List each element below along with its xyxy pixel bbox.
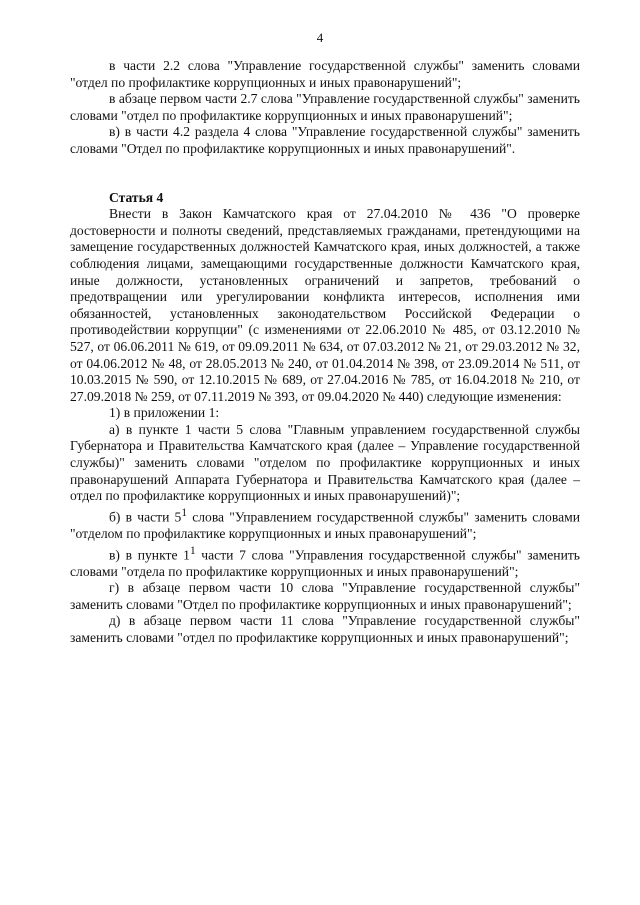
superscript: 1 xyxy=(189,544,196,557)
list-item: г) в абзаце первом части 10 слова "Управление государственной службы" заменить словами "Отдел по профилактике коррупционных и иных правонарушений"; xyxy=(70,580,580,612)
list-item xyxy=(70,543,580,581)
page-number: 4 xyxy=(316,30,324,45)
paragraph: в абзаце первом части 2.7 слова "Управление государственной службы" заменить словами "отдел по профилактике коррупционных и иных правонарушений"; xyxy=(70,91,580,123)
article-heading: Статья 4 xyxy=(109,189,164,205)
list-item xyxy=(70,505,580,543)
spacer xyxy=(70,158,580,174)
text-fragment: слова "Управлением государственной службы" заменить словами "отделом по профилактике коррупционных и иных правонарушений"; xyxy=(70,509,580,541)
article-intro: Внести в Закон Камчатского края от 27.04.2010 № 436 "О проверке достоверности и полноты сведений, представляемых гражданами, претендующими на замещение государственных должностей Камчатского края, иных должностей, а также соблюдения лицами, замещающими государственные должности Камчатского края, иные должности, установленных ограничений и запретов, требований о предотвращении или урегулировании конфликта интересов, исполнения ими обязанностей, установленных законодательством Российской Федерации о противодействии коррупции" (с изменениями от 22.06.2010 № 485, от 03.12.2010 № 527, от 06.06.2011 № 619, от 09.09.2011 № 634, от 07.03.2012 № 21, от 29.03.2012 № 32, от 04.06.2012 № 48, от 28.05.2013 № 240, от 01.04.2014 № 398, от 23.09.2014 № 511, от 10.03.2015 № 590, от 12.10.2015 № 689, от 27.04.2016 № 785, от 16.04.2018 № 210, от 27.09.2018 № 259, от 07.11.2019 № 393, от 09.04.2020 № 440) следующие изменения: xyxy=(70,206,580,404)
text-fragment: части 7 слова "Управления государственной службы" заменить словами "отдела по профилактике коррупционных и иных правонарушений"; xyxy=(70,547,580,579)
list-item: д) в абзаце первом части 11 слова "Управление государственной службы" заменить словами "отдел по профилактике коррупционных и иных правонарушений"; xyxy=(70,613,580,646)
text-fragment: в) в пункте 1 xyxy=(109,547,190,563)
list-item: 1) в приложении 1: xyxy=(109,405,220,421)
paragraph: в части 2.2 слова "Управление государственной службы" заменить словами "отдел по профилактике коррупционных и иных правонарушений"; xyxy=(70,58,580,90)
paragraph: в) в части 4.2 раздела 4 слова "Управление государственной службы" заменить словами "Отдел по профилактике коррупционных и иных правонарушений". xyxy=(70,124,580,156)
text-fragment: б) в части 5 xyxy=(109,509,182,525)
list-item: а) в пункте 1 части 5 слова "Главным управлением государственной службы Губернатора и Правительства Камчатского края (далее – Управление государственной службы)" заменить словами "отделом по профилактике коррупционных и иных правонарушений Аппарата Губернатора и Правительства Камчатского края (далее – отдел по профилактике коррупционных и иных правонарушений)"; xyxy=(70,421,580,504)
superscript: 1 xyxy=(181,506,188,519)
document-body xyxy=(70,58,580,647)
